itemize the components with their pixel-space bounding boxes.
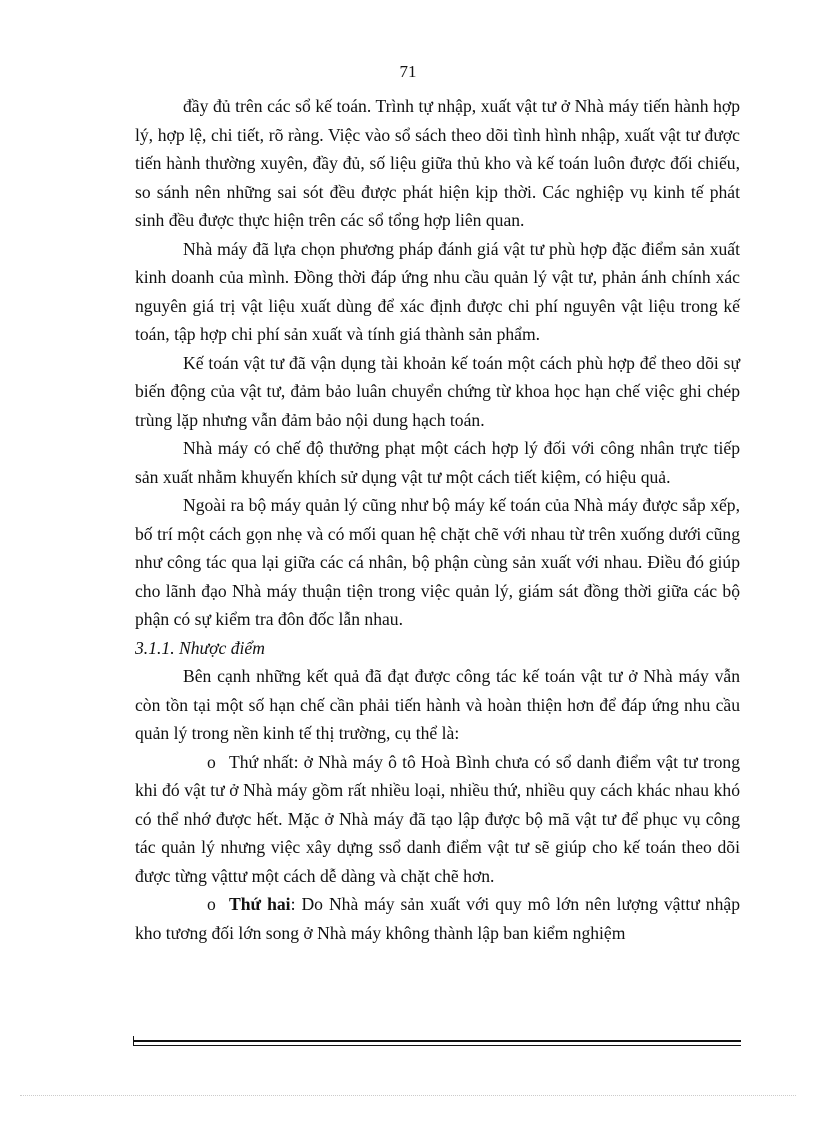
paragraph: Bên cạnh những kết quả đã đạt được công tác kế toán vật tư ở Nhà máy vẫn còn tồn tại một số hạn chế cần phải tiến hành và hoàn thiện hơn để đáp ứng nhu cầu quản lý trong nền kinh tế thị trường, cụ thể là: [135, 666, 740, 743]
list-item [135, 748, 740, 891]
paragraph: Ngoài ra bộ máy quản lý cũng như bộ máy kế toán của Nhà máy được sắp xếp, bố trí một cách gọn nhẹ và có mối quan hệ chặt chẽ với nhau từ trên xuống dưới cũng như công tác qua lại giữa các cá nhân, bộ phận cùng sản xuất với nhau. Điều đó giúp cho lãnh đạo Nhà máy thuận tiện trong việc quản lý, giám sát đồng thời giữa các bộ phận có sự kiểm tra đôn đốc lẫn nhau. [135, 495, 740, 629]
paragraph: Kế toán vật tư đã vận dụng tài khoản kế toán một cách phù hợp để theo dõi sự biến động của vật tư, đảm bảo luân chuyển chứng từ khoa học hạn chế việc ghi chép trùng lặp nhưng vẫn đảm bảo nội dung hạch toán. [135, 352, 740, 430]
list-item-text: : Do Nhà máy sản xuất với quy mô lớn nên lượng vậttư nhập kho tương đối lớn song ở Nhà máy không thành lập ban kiểm nghiệm [135, 894, 741, 943]
bullet-circle-icon: o [207, 751, 216, 772]
paragraph: Nhà máy đã lựa chọn phương pháp đánh giá vật tư phù hợp đặc điểm sản xuất kinh doanh của mình. Đồng thời đáp ứng nhu cầu quản lý vật tư, phản ánh chính xác nguyên giá trị vật liệu xuất dùng để xác định được chi phí nguyên vật liệu trong kế toán, tập hợp chi phí sản xuất và tính giá thành sản phẩm. [135, 238, 740, 344]
list-item-lead: Thứ nhất [229, 751, 294, 772]
footer-rule-thin [133, 1045, 741, 1046]
page-number: 71 [399, 62, 417, 81]
list-item-text: : ở Nhà máy ô tô Hoà Bình chưa có sổ danh điểm vật tư trong khi đó vật tư ở Nhà máy gồm rất nhiều loại, nhiều thứ, nhiều quy cách khác nhau khó có thể nhớ được hết. Mặc ở Nhà máy đã tạo lập được bộ mã vật tư để phục vụ công tác quản lý nhưng việc xây dựng ssổ danh điểm vật tư sẽ giúp cho kế toán theo dõi được từng vậttư một cách dễ dàng và chặt chẽ hơn. [135, 751, 740, 886]
page-edge-divider [20, 1095, 796, 1096]
paragraph: đầy đủ trên các sổ kế toán. Trình tự nhập, xuất vật tư ở Nhà máy tiến hành hợp lý, hợp lệ, chi tiết, rõ ràng. Việc vào sổ sách theo dõi tình hình nhập, xuất vật tư được tiến hành thường xuyên, đầy đủ, số liệu giữa thủ kho và kế toán luôn được đối chiếu, so sánh nên những sai sót đều được phát hiện kịp thời. Các nghiệp vụ kinh tế phát sinh đều được thực hiện trên các sổ tổng hợp liên quan. [135, 96, 740, 230]
footer-rule [133, 1040, 741, 1042]
paragraph: Nhà máy có chế độ thưởng phạt một cách hợp lý đối với công nhân trực tiếp sản xuất nhằm khuyến khích sử dụng vật tư một cách tiết kiệm, có hiệu quả. [135, 438, 740, 487]
bullet-circle-icon: o [207, 894, 216, 914]
list-item-lead: Thứ hai [229, 894, 291, 914]
list-item [135, 890, 740, 947]
section-heading: 3.1.1. Nhược điểm [135, 637, 265, 658]
body-text [135, 92, 740, 947]
